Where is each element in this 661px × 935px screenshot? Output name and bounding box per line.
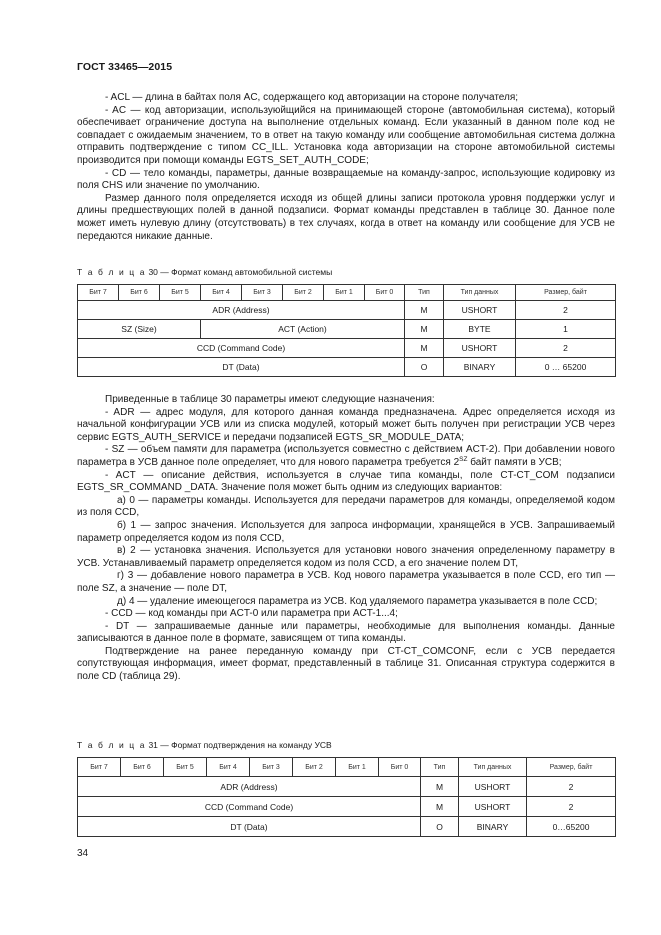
table-cell-datatype: BYTE — [444, 320, 516, 339]
table-30-header-cell: Размер, байт — [516, 285, 616, 301]
document-header: ГОСТ 33465—2015 — [77, 61, 173, 73]
table-row — [78, 320, 616, 339]
table-30-header-cell: Тип — [405, 285, 444, 301]
table-cell-type: M — [421, 777, 459, 797]
table-cell-field: DT (Data) — [78, 358, 405, 377]
paragraph-sz — [77, 444, 615, 469]
paragraph-size: Размер данного поля определяется исходя из общей длины записи протокола уровня поддержки услуг и длины предшествующих полей в данной подзаписи. Формат команды представлен в таблице 30. Данное поле может иметь нулевую длину (отсутствовать) в тех случаях, когда в ответ на команду или сообщение для УСВ не передаются никакие данные. — [77, 192, 615, 242]
table-30-header-cell: Тип данных — [444, 285, 516, 301]
table-cell-datatype: BINARY — [459, 817, 527, 837]
table-cell-type: M — [405, 301, 444, 320]
paragraph-sz-exponent: SZ — [459, 455, 468, 463]
table-31-header-cell: Бит 7 — [78, 758, 121, 777]
parameters-text — [77, 394, 615, 684]
table-cell-size: 0…65200 — [527, 817, 616, 837]
table-cell-type: M — [421, 797, 459, 817]
table-cell-type: O — [421, 817, 459, 837]
paragraph-act-a: а) 0 — параметры команды. Используется для передачи параметров для команды, определяемой кодом из поля CCD, — [77, 494, 615, 519]
table-cell-type: M — [405, 339, 444, 358]
table-30-header-cell: Бит 7 — [78, 285, 119, 301]
table-30-caption-text: 30 — Формат команд автомобильной системы — [148, 267, 333, 277]
paragraph-act-g: г) 3 — добавление нового параметра в УСВ. Код нового параметра указывается в поле CCD, его тип — поле SZ, а значение — поле DT, — [77, 570, 615, 594]
table-row — [78, 777, 616, 797]
paragraph-cd: - CD — тело команды, параметры, данные возвращаемые на команду-запрос, использующие кодировку из поля CHS или значение по умолчанию. — [77, 167, 615, 192]
table-cell-field: DT (Data) — [78, 817, 421, 837]
table-31-header-cell: Бит 6 — [121, 758, 164, 777]
table-30-header-row — [78, 285, 616, 301]
table-30-caption — [77, 267, 332, 277]
table-cell-field: CCD (Command Code) — [78, 339, 405, 358]
paragraph-sz-text-end: байт памяти в УСВ; — [467, 456, 562, 468]
table-31-header-cell: Бит 4 — [207, 758, 250, 777]
paragraph-adr: - ADR — адрес модуля, для которого данная команда предназначена. Адрес определяется исходя из начальной конфигурации УСВ или из списка модулей, который может быть получен при регистрации УСВ через сервис EGTS_AUTH_SERVICE и передачи подзаписей EGTS_SR_MODULE_DATA; — [77, 406, 615, 443]
table-cell-datatype: BINARY — [444, 358, 516, 377]
table-30-header-cell: Бит 4 — [201, 285, 242, 301]
paragraph-act: - ACT — описание действия, используется в случае типа команды, поле CT-CT_COM подзаписи EGTS_SR_COMMAND _DATA. Значение поля может быть одним из следующих вариантов: — [77, 469, 615, 494]
table-cell-size: 1 — [516, 320, 616, 339]
table-30-header-cell: Бит 5 — [160, 285, 201, 301]
paragraph-act-v: в) 2 — установка значения. Используется для установки нового значения определенному параметру в УСВ. Устанавливаемый параметр определяется кодом из поля CCD, а его значение полем DT, — [77, 545, 615, 569]
table-31-header-cell: Бит 3 — [250, 758, 293, 777]
table-cell-size: 2 — [516, 301, 616, 320]
table-31-header-cell: Тип данных — [459, 758, 527, 777]
paragraph-confirmation: Подтверждение на ранее переданную команду при CT-CT_COMCONF, если с УСВ передается сопутствующая информация, имеет формат, представленный в таблице 31. Описанная структура содержится в поле CD (таблица 29). — [77, 645, 615, 683]
table-31-header-row — [78, 758, 616, 777]
paragraph-ac: - AC — код авторизации, используюйщийся на принимающей стороне (автомобильная система), который обеспечивает ограничение доступа на выполнение отдельных команд. Если указанный в данном поле код не совпадает с ожидаемым значением, то в ответ на такую команду или сообщение автомобильная система должна отправить подтверждение с типом CC_ILL. Установка кода авторизации на стороне автомобильной системы производится при помощи команды EGTS_SET_AUTH_CODE; — [77, 104, 615, 166]
paragraph-params-intro: Приведенные в таблице 30 параметры имеют следующие назначения: — [105, 394, 435, 405]
table-31-caption-text: 31 — Формат подтверждения на команду УСВ — [148, 740, 332, 750]
table-cell-datatype: USHORT — [444, 301, 516, 320]
table-30-header-cell: Бит 1 — [324, 285, 365, 301]
table-cell-field: ADR (Address) — [78, 301, 405, 320]
table-31-header-cell: Бит 0 — [379, 758, 421, 777]
table-31-header-cell: Тип — [421, 758, 459, 777]
table-cell-size: 2 — [527, 797, 616, 817]
table-cell-datatype: USHORT — [444, 339, 516, 358]
paragraph-act-b: б) 1 — запрос значения. Используется для запроса информации, хранящейся в УСВ. Запрашиваемый параметр определяется кодом из поля CCD, — [77, 519, 615, 544]
paragraph-ccd: - CCD — код команды при ACT-0 или параметра при ACT-1...4; — [105, 608, 398, 620]
table-31-header-cell: Бит 2 — [293, 758, 336, 777]
table-30-caption-prefix: Т а б л и ц а — [77, 267, 147, 277]
table-30-header-cell: Бит 3 — [242, 285, 283, 301]
table-cell-field: CCD (Command Code) — [78, 797, 421, 817]
table-cell-size: 2 — [516, 339, 616, 358]
table-31-header-cell: Бит 5 — [164, 758, 207, 777]
table-31-header-cell: Бит 1 — [336, 758, 379, 777]
table-cell-field: SZ (Size) — [78, 320, 201, 339]
table-cell-type: O — [405, 358, 444, 377]
paragraph-acl: - ACL — длина в байтах поля AC, содержащего код авторизации на стороне получателя; — [105, 92, 519, 103]
table-cell-datatype: USHORT — [459, 797, 527, 817]
table-cell-size: 2 — [527, 777, 616, 797]
table-31-caption-prefix: Т а б л и ц а — [77, 740, 147, 750]
table-row — [78, 797, 616, 817]
paragraph-act-d: д) 4 — удаление имеющегося параметра из УСВ. Код удаляемого параметра указывается в поле CCD; — [117, 595, 598, 607]
table-30 — [77, 284, 616, 377]
table-cell-type: M — [405, 320, 444, 339]
table-cell-field: ADR (Address) — [78, 777, 421, 797]
table-30-header-cell: Бит 6 — [119, 285, 160, 301]
table-30-header-cell: Бит 2 — [283, 285, 324, 301]
table-cell-datatype: USHORT — [459, 777, 527, 797]
table-row — [78, 817, 616, 837]
paragraph-dt: - DT — запрашиваемые данные или параметры, необходимые для выполнения команды. Данные записываются в данное поле в формате, зависящем от типа команды. — [77, 620, 615, 645]
table-cell-size: 0 … 65200 — [516, 358, 616, 377]
table-31-header-cell: Размер, байт — [527, 758, 616, 777]
intro-text — [77, 92, 615, 243]
table-31 — [77, 757, 616, 837]
table-row — [78, 339, 616, 358]
table-31-caption — [77, 740, 332, 750]
page-number: 34 — [77, 848, 89, 859]
table-row — [78, 301, 616, 320]
table-row — [78, 358, 616, 377]
table-30-header-cell: Бит 0 — [365, 285, 405, 301]
paragraph-sz-text: - SZ — объем памяти для параметра (используется совместно с действием ACT-2). При добавлении нового параметра в УСВ данное поле определяет, что для нового параметра требуется 2 — [77, 444, 615, 468]
table-cell-field: ACT (Action) — [201, 320, 405, 339]
